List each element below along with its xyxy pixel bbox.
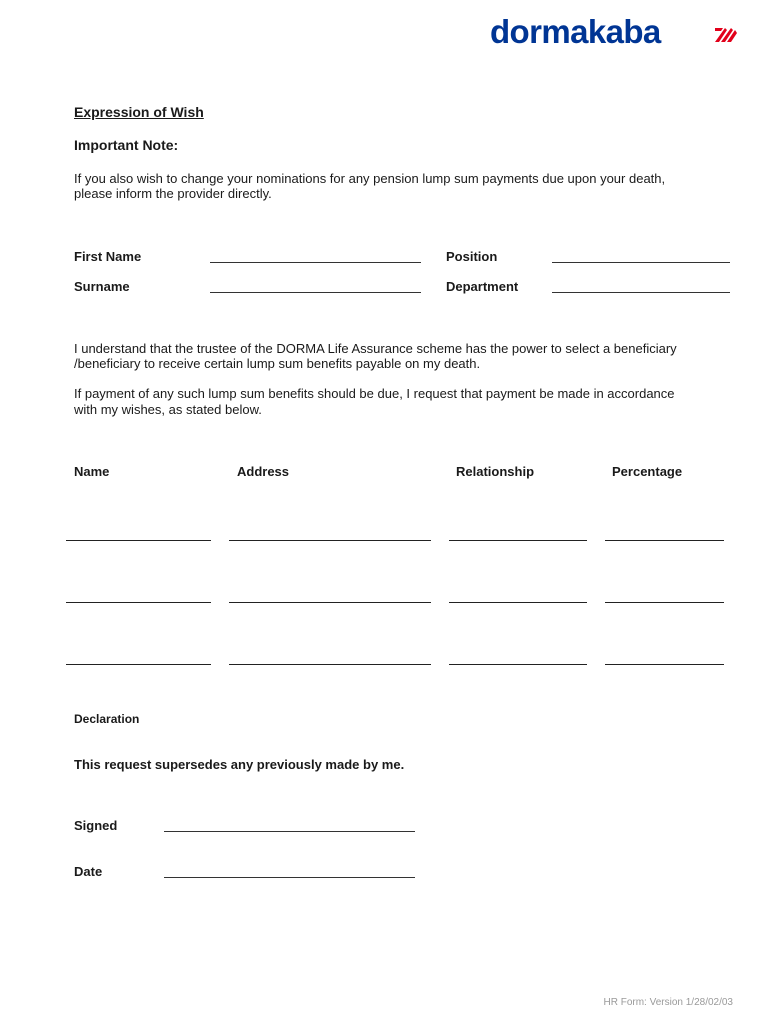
company-logo [490, 15, 735, 49]
first-name-label: First Name [74, 249, 142, 264]
date-field[interactable] [164, 877, 415, 878]
table-header-address: Address [237, 464, 290, 479]
position-field[interactable] [552, 262, 730, 263]
statement-p1-line-2: /beneficiary to receive certain lump sum benefits payable on my death. [74, 356, 481, 371]
beneficiary-name-field[interactable] [66, 602, 211, 603]
table-header-name: Name [74, 464, 110, 479]
logo-mark-icon [715, 24, 737, 42]
statement-p2-line-2: with my wishes, as stated below. [74, 402, 262, 417]
beneficiary-percentage-field[interactable] [605, 664, 724, 665]
important-note-text-line-1: If you also wish to change your nominations for any pension lump sum payments due upon your death, [74, 171, 666, 186]
beneficiary-relationship-field[interactable] [449, 602, 587, 603]
position-label: Position [446, 249, 498, 264]
statement-p2-line-1: If payment of any such lump sum benefits should be due, I request that payment be made in accordance [74, 386, 675, 401]
signed-label: Signed [74, 818, 118, 833]
logo-wordmark: dormakaba [490, 13, 661, 50]
table-header-relationship: Relationship [456, 464, 535, 479]
beneficiary-address-field[interactable] [229, 664, 431, 665]
date-label: Date [74, 864, 103, 879]
department-field[interactable] [552, 292, 730, 293]
statement-p1-line-1: I understand that the trustee of the DORMA Life Assurance scheme has the power to select a beneficiary [74, 341, 677, 356]
beneficiary-name-field[interactable] [66, 664, 211, 665]
beneficiary-relationship-field[interactable] [449, 664, 587, 665]
important-note-text-line-2: please inform the provider directly. [74, 186, 272, 201]
table-header-percentage: Percentage [612, 464, 683, 479]
department-label: Department [446, 279, 519, 294]
beneficiary-address-field[interactable] [229, 602, 431, 603]
form-version-footer: HR Form: Version 1/28/02/03 [603, 997, 733, 1008]
first-name-field[interactable] [210, 262, 421, 263]
beneficiary-percentage-field[interactable] [605, 540, 724, 541]
beneficiary-name-field[interactable] [66, 540, 211, 541]
declaration-statement: This request supersedes any previously made by me. [74, 757, 405, 772]
surname-field[interactable] [210, 292, 421, 293]
declaration-heading: Declaration [74, 712, 140, 726]
beneficiary-address-field[interactable] [229, 540, 431, 541]
important-note-heading: Important Note: [74, 137, 179, 153]
signature-field[interactable] [164, 831, 415, 832]
form-title: Expression of Wish [74, 104, 204, 120]
beneficiary-percentage-field[interactable] [605, 602, 724, 603]
beneficiary-relationship-field[interactable] [449, 540, 587, 541]
surname-label: Surname [74, 279, 130, 294]
